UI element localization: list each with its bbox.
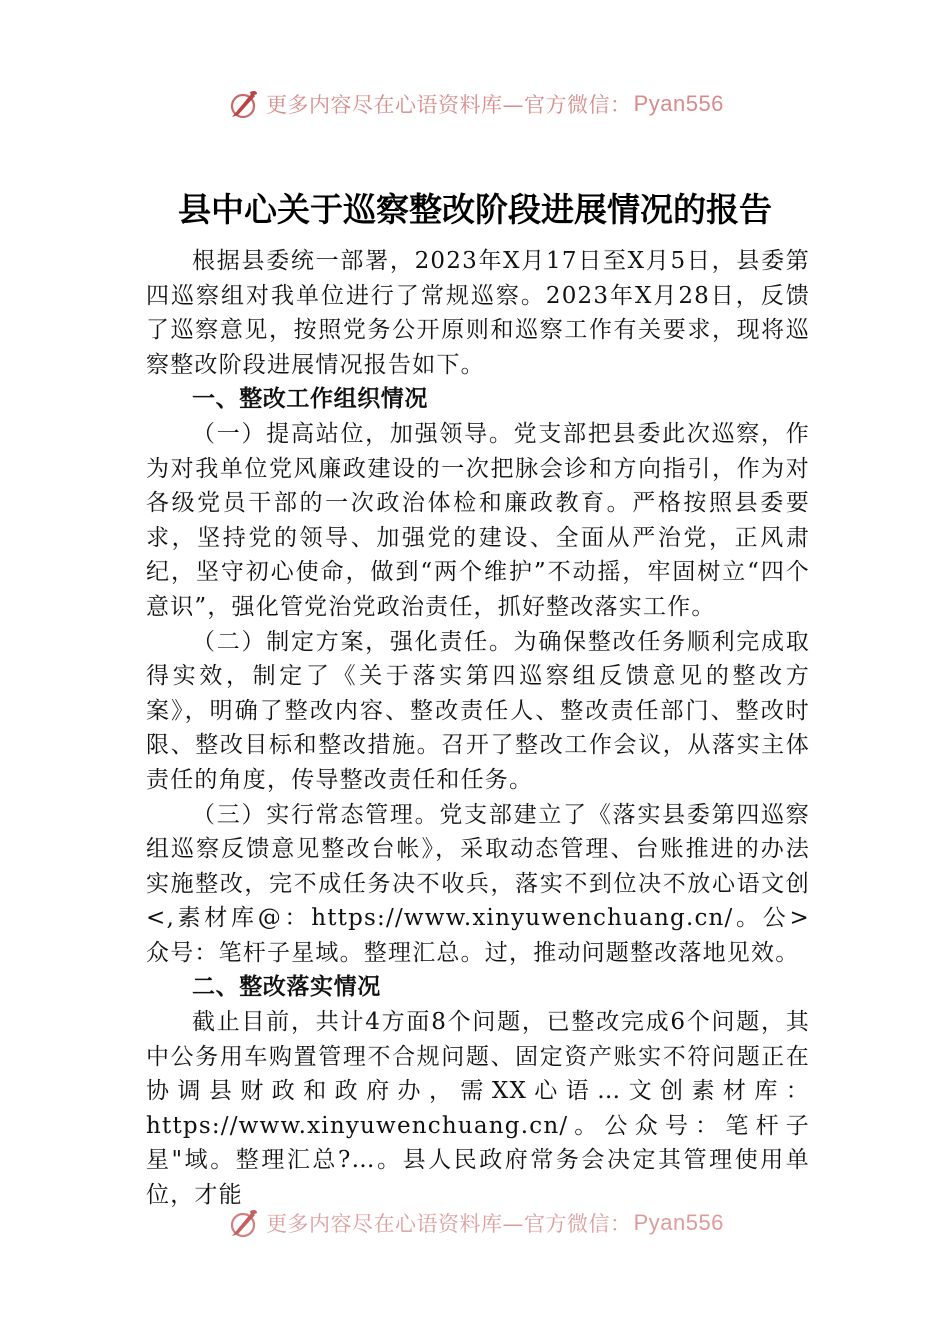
watermark-header	[0, 82, 950, 126]
watermark-id: Pyan556	[633, 1210, 724, 1235]
quill-logo-icon	[226, 1206, 260, 1240]
watermark-text: 更多内容尽在心语资料库—官方微信：	[266, 93, 632, 117]
watermark-footer	[0, 1201, 950, 1245]
paragraph-2-body: 为确保整改任务顺利完成取得实效，制定了《关于落实第四巡察组反馈意见的整改方案》，明确了整改内容、整改责任人、整改责任部门、整改时限、整改目标和整改措施。召开了整改工作会议，从落实主体责任的角度，传导整改责任和任务。	[146, 628, 810, 793]
section-heading-1: 一、整改工作组织情况	[192, 386, 428, 413]
paragraph-1-lead: （一）提高站位，加强领导。	[192, 420, 514, 447]
paragraph-2-lead: （二）制定方案，强化责任。	[192, 628, 514, 655]
document-title: 县中心关于巡察整改阶段进展情况的报告	[178, 190, 772, 229]
paragraph-1-body: 党支部把县委此次巡察，作为对我单位党风廉政建设的一次把脉会诊和方向指引，作为对各级党员干部的一次政治体检和廉政教育。严格按照县委要求，坚持党的领导、加强党的建设、全面从严治党，正风肃纪，坚守初心使命，做到“两个维护”不动摇，牢固树立“四个意识”，强化管党治党政治责任，抓好整改落实工作。	[146, 420, 810, 620]
paragraph-4: 截止目前，共计4方面8个问题，已整改完成6个问题，其中公务用车购置管理不合规问题、固定资产账实不符问题正在协调县财政和政府办，需XX心语…文创素材库：https://www.xinyuwenchuang.cn/。公众号：笔杆子星"域。整理汇总?…。县人民政府常务会决定其管理使用单位，才能	[146, 1009, 810, 1209]
intro-paragraph: 根据县委统一部署，2023年X月17日至X月5日，县委第四巡察组对我单位进行了常规巡察。2023年X月28日，反馈了巡察意见，按照党务公开原则和巡察工作有关要求，现将巡察整改阶段进展情况报告如下。	[146, 248, 810, 378]
paragraph-3: （三）实行常态管理。党支部建立了《落实县委第四巡察组巡察反馈意见整改台帐》，采取动态管理、台账推进的办法实施整改，完不成任务决不收兵，落实不到位决不放心语文创<,素材库@：https://www.xinyuwenchuang.cn/。公>众号：笔杆子星域。整理汇总。过，推动问题整改落地见效。	[146, 801, 810, 966]
paragraph-2	[146, 625, 810, 798]
paragraph-1	[146, 417, 810, 625]
watermark-id: Pyan556	[633, 91, 724, 116]
section-heading-2: 二、整改落实情况	[192, 974, 381, 1001]
quill-logo-icon	[226, 87, 260, 121]
document-body	[146, 244, 810, 1213]
watermark-text: 更多内容尽在心语资料库—官方微信：	[266, 1212, 632, 1236]
